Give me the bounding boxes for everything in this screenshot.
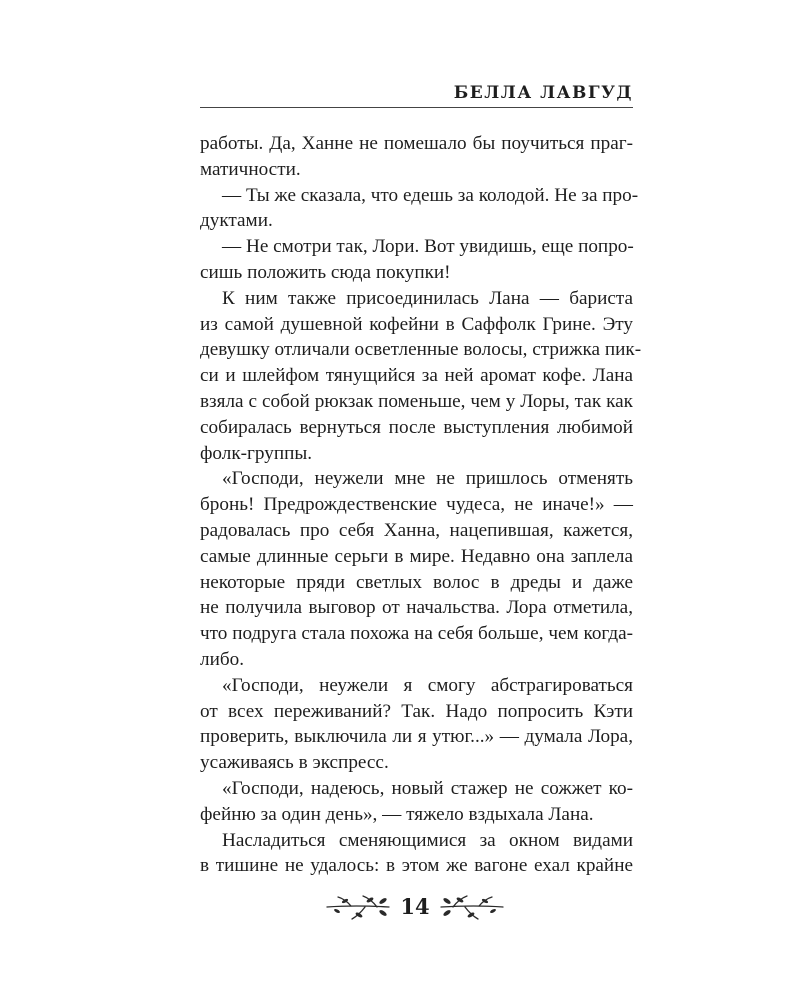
body-text <box>200 131 642 879</box>
running-header <box>200 82 633 104</box>
text-line: дуктами. <box>200 210 273 232</box>
leafy-branch-right-icon <box>439 890 505 926</box>
text-line: от всех переживаний? Так. Надо попросить Кэти <box>200 700 633 722</box>
author-name: БЕЛЛА ЛАВГУД <box>453 83 633 103</box>
text-line: «Господи, надеюсь, новый стажер не сожжет ко- <box>222 777 633 799</box>
text-line: что подруга стала похожа на себя больше, чем когда- <box>200 623 633 645</box>
text-line: К ним также присоединилась Лана — бариста <box>222 287 633 309</box>
text-line: либо. <box>200 648 244 670</box>
paragraph-2 <box>200 183 639 235</box>
text-line: работы. Да, Ханне не помешало бы поучиться праг- <box>200 133 633 154</box>
text-line: си и шлейфом тянущийся за ней аромат кофе. Лана <box>200 365 633 387</box>
text-line: не получила выговор от начальства. Лора отметила, <box>200 597 633 619</box>
page-number: 14 <box>400 894 430 919</box>
text-line: бронь! Предрождественские чудеса, не иначе!» — <box>200 494 633 516</box>
text-line: собиралась вернуться после выступления любимой <box>200 416 633 438</box>
text-line: радовалась про себя Ханна, нацепившая, кажется, <box>200 519 633 541</box>
text-line: матичности. <box>200 158 301 180</box>
text-line: «Господи, неужели мне не пришлось отменять <box>222 468 633 490</box>
paragraph-3 <box>200 234 633 286</box>
text-line: взяла с собой рюкзак поменьше, чем у Лоры, так как <box>200 390 633 412</box>
paragraph-1 <box>200 131 633 183</box>
paragraph-6 <box>200 673 633 776</box>
header-rule <box>200 107 633 108</box>
text-line: Насладиться сменяющимися за окном видами <box>222 829 633 851</box>
text-line: «Господи, неужели я смогу абстрагироваться <box>222 674 633 696</box>
text-line: проверить, выключила ли я утюг...» — думала Лора, <box>200 726 633 748</box>
text-line: самые длинные серьги в мире. Недавно она заплела <box>200 545 633 567</box>
text-line: в тишине не удалось: в этом же вагоне ехал крайне <box>200 855 633 877</box>
text-line: фолк-группы. <box>200 442 313 464</box>
paragraph-4 <box>200 286 642 467</box>
text-line: — Не смотри так, Лори. Вот увидишь, еще попро- <box>222 236 634 258</box>
paragraph-8 <box>200 828 633 880</box>
text-line: фейню за один день», — тяжело вздыхала Лана. <box>200 803 594 825</box>
text-line: девушку отличали осветленные волосы, стрижка пик- <box>200 339 642 361</box>
text-line: некоторые пряди светлых волос в дреды и даже <box>200 571 633 593</box>
paragraph-5 <box>200 466 633 672</box>
text-line: сишь положить сюда покупки! <box>200 261 451 283</box>
page-footer <box>325 890 505 926</box>
text-line: — Ты же сказала, что едешь за колодой. Не за про- <box>222 184 639 206</box>
text-line: усаживаясь в экспресс. <box>200 752 389 774</box>
text-line: из самой душевной кофейни в Саффолк Грине. Эту <box>200 313 633 335</box>
paragraph-7 <box>200 776 633 828</box>
